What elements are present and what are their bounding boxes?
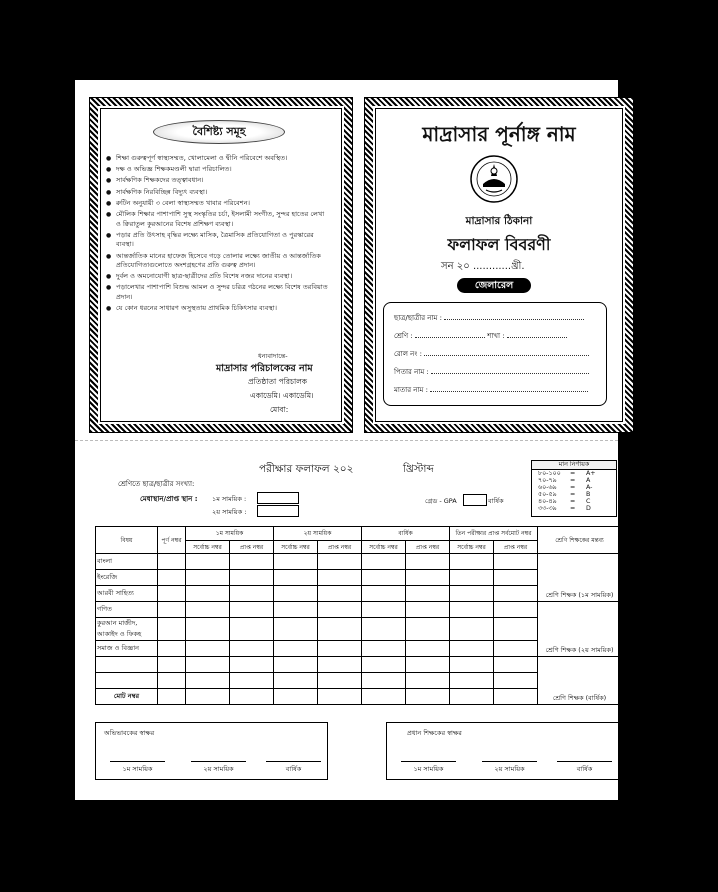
grade-row: ৬০-৬৯ = A- [538, 484, 593, 491]
guardian-sign-term2[interactable]: ২য় সাময়িক [191, 761, 246, 775]
marks-cell[interactable] [494, 586, 538, 602]
marks-cell[interactable] [186, 602, 230, 618]
subject-row [96, 586, 622, 602]
feature-item: ● সার্বক্ষণিক শিক্ষকদের তত্ত্বাবধান। [106, 176, 328, 186]
marks-cell[interactable] [494, 570, 538, 586]
mother-field[interactable]: মাতার নাম : [394, 384, 588, 396]
feature-item: ● আন্তর্জাতিক মানের হাফেজ হিসেবে গড়ে তোলার লক্ষ্যে জাতীয় ও আন্তর্জাতিক প্রতিযোগিতাগুলোতে অংশগ্রহণের প্রতি গুরুত্ব প্রদান। [106, 252, 328, 271]
cover-panel [365, 98, 633, 432]
teacher-comment-cell [538, 570, 622, 586]
marks-cell[interactable] [450, 570, 494, 586]
teacher-comment-header: শ্রেণি শিক্ষকের মন্তব্য [538, 527, 622, 554]
obtained-marks-subheader: প্রাপ্ত নম্বর [318, 541, 362, 554]
subject-name: আরবী সাহিত্য [96, 586, 158, 602]
marks-cell[interactable] [158, 586, 186, 602]
marks-cell[interactable] [274, 554, 318, 570]
total-label: মোট নম্বর [96, 689, 158, 705]
obtained-marks-subheader: প্রাপ্ত নম্বর [230, 541, 274, 554]
highest-marks-subheader: সর্বোচ্চ নম্বর [186, 541, 230, 554]
madrasa-name: মাদ্রাসার পূর্নাঙ্গ নাম [422, 122, 576, 146]
feature-item: ● পড়ার প্রতি উৎসাহ বৃদ্ধির লক্ষ্যে মাসিক, ত্রৈমাসিক প্রতিযোগিতা ও পুরস্কারের ব্যবস্থা। [106, 231, 328, 250]
subject-name: সমাজ ও বিজ্ঞান [96, 641, 158, 657]
marks-cell[interactable] [406, 602, 450, 618]
marks-cell[interactable] [274, 689, 318, 705]
highest-marks-subheader: সর্বোচ্চ নম্বর [450, 541, 494, 554]
marks-cell[interactable] [318, 570, 362, 586]
grade-row: ৩৩-৩৯ = D [538, 505, 591, 512]
founder-title: প্রতিষ্ঠাতা পরিচালক [248, 377, 308, 386]
features-panel [90, 98, 352, 432]
marks-cell[interactable] [318, 657, 362, 673]
subject-row [96, 657, 622, 673]
marks-cell[interactable] [362, 602, 406, 618]
result-sheet-title: ফলাফল বিবরণী [447, 235, 551, 254]
guardian-signature-box [95, 722, 328, 780]
marks-cell[interactable] [406, 618, 450, 641]
features-title: বৈশিষ্ট্য সমূহ [153, 120, 285, 144]
marks-cell[interactable] [274, 586, 318, 602]
term2-position-label: ২য় সাময়িক : [212, 508, 247, 516]
features-list [106, 154, 328, 315]
year-suffix: খ্রী. [511, 261, 525, 272]
feature-item: ● শিক্ষা গুরুত্বপূর্ণ স্বাস্থ্যসম্মত, খোলামেলা ও দ্বীনি পরিবেশে অবস্থিত। [106, 154, 328, 164]
marks-cell[interactable] [230, 689, 274, 705]
marks-cell[interactable] [318, 618, 362, 641]
marks-cell[interactable] [186, 554, 230, 570]
guardian-sign-term1[interactable]: ১ম সাময়িক [110, 761, 165, 775]
marks-cell[interactable] [158, 618, 186, 641]
marks-cell[interactable] [186, 618, 230, 641]
marks-cell[interactable] [406, 673, 450, 689]
marks-cell[interactable] [494, 618, 538, 641]
grade-row: ৪০-৪৯ = C [538, 498, 591, 505]
academy-text: একাডেমি। একাডেমি। [250, 391, 314, 400]
marks-cell[interactable] [362, 641, 406, 657]
mobile-label: মোবা: [270, 405, 289, 414]
marks-cell[interactable] [450, 586, 494, 602]
highest-marks-subheader: সর্বোচ্চ নম্বর [362, 541, 406, 554]
total-row [96, 689, 622, 705]
subject-name: গণিত [96, 602, 158, 618]
annual-gpa-label: বার্ষিক [488, 497, 504, 505]
feature-item: ● যে কোন ধরনের সাধারণ অসুস্থতায় প্রাথমিক চিকিৎসার ব্যবস্থা। [106, 304, 328, 314]
obtained-marks-subheader: প্রাপ্ত নম্বর [494, 541, 538, 554]
gpa-box[interactable] [463, 494, 487, 506]
marks-cell[interactable] [230, 618, 274, 641]
teacher-comment-cell [538, 554, 622, 570]
marks-cell[interactable] [158, 657, 186, 673]
subject-name: কুরআন মাজীদ, আকাইদ ও ফিকহ [96, 618, 158, 641]
teacher-comment-cell [538, 673, 622, 689]
marks-cell[interactable] [406, 570, 450, 586]
marks-cell[interactable] [406, 641, 450, 657]
subject-name [96, 657, 158, 673]
teacher-comment-cell [538, 657, 622, 673]
grading-title: মান নির্ণায়ক [532, 461, 616, 470]
section-label: শাখা : [487, 332, 505, 340]
term2-header: ২য় সাময়িক [274, 527, 362, 541]
marks-cell[interactable] [230, 570, 274, 586]
subject-header: বিষয় [96, 527, 158, 554]
head-sign-term1[interactable]: ১ম সাময়িক [401, 761, 456, 775]
father-field[interactable]: পিতার নাম : [394, 366, 589, 378]
subject-row [96, 673, 622, 689]
term1-position-label: ১ম সাময়িক : [212, 495, 247, 503]
subject-row [96, 618, 622, 641]
marks-cell[interactable] [230, 657, 274, 673]
madrasa-address: মাদ্রাসার ঠিকানা [465, 215, 533, 227]
marks-cell[interactable] [450, 689, 494, 705]
thanks-text: ধন্যবাদান্তে- [258, 352, 288, 360]
district-badge: জেলারেল [457, 278, 531, 293]
teacher-comment-cell [538, 602, 622, 618]
term1-header: ১ম সাময়িক [186, 527, 274, 541]
marks-cell[interactable] [186, 657, 230, 673]
marks-cell[interactable] [362, 618, 406, 641]
marks-cell[interactable] [230, 586, 274, 602]
subject-name [96, 673, 158, 689]
name-field[interactable]: ছাত্র/ছাত্রীর নাম : [394, 312, 584, 324]
marks-cell[interactable] [230, 641, 274, 657]
position-label: মেধাস্থান/প্রাপ্ত স্থান : [140, 495, 198, 503]
term1-position-box[interactable] [257, 492, 299, 504]
marks-cell[interactable] [450, 673, 494, 689]
subject-name: ইংরেজি [96, 570, 158, 586]
grading-scale [531, 460, 617, 517]
marks-cell[interactable] [494, 673, 538, 689]
marks-cell[interactable] [186, 641, 230, 657]
marks-cell[interactable] [362, 673, 406, 689]
grade-row: ৫০-৫৯ = B [538, 491, 591, 498]
full-marks-header: পূর্ণ নম্বর [158, 527, 186, 554]
marks-cell[interactable] [318, 602, 362, 618]
feature-item: ● রুটিন অনুযায়ী ৩ বেলা স্বাস্থ্যসম্মত খাবার পরিবেশন। [106, 199, 328, 209]
marks-cell[interactable] [406, 689, 450, 705]
marks-cell[interactable] [186, 586, 230, 602]
class-field[interactable]: শ্রেণি : শাখা : [394, 330, 567, 342]
grade-row: ৮০-১০০ = A+ [538, 470, 596, 477]
feature-item: ● দক্ষ ও অভিজ্ঞ শিক্ষকমণ্ডলী দ্বারা পরিচালিত। [106, 165, 328, 175]
roll-field[interactable]: রোল নং : [394, 348, 589, 360]
year-blank: ............ [472, 261, 512, 272]
teacher-comment-cell [538, 618, 622, 641]
marks-cell[interactable] [450, 618, 494, 641]
marks-cell[interactable] [494, 657, 538, 673]
marks-cell[interactable] [274, 570, 318, 586]
marks-cell[interactable] [274, 657, 318, 673]
marks-cell[interactable] [494, 641, 538, 657]
marks-cell[interactable] [450, 602, 494, 618]
student-info-box [383, 302, 607, 406]
marks-cell[interactable] [406, 657, 450, 673]
teacher-comment-cell: শ্রেণি শিক্ষক (২য় সাময়িক) [538, 641, 622, 657]
teacher-comment-cell: শ্রেণি শিক্ষক (১ম সাময়িক) [538, 586, 622, 602]
grade-row: ৭০-৭৯ = A [538, 477, 591, 484]
head-signature-box [386, 722, 619, 780]
feature-item: ● পড়ালেখার পাশাপাশি বিশুদ্ধ আমল ও সুন্দর চরিত্র গঠনের লক্ষ্যে বিশেষ তরবিয়াত প্রদান। [106, 283, 328, 302]
marks-cell[interactable] [230, 554, 274, 570]
marks-cell[interactable] [494, 602, 538, 618]
feature-item: ● দুর্বল ও অমনোযোগী ছাত্র-ছাত্রীদের প্রতি বিশেষ নজর দানের ব্যবস্থা। [106, 272, 328, 282]
marks-cell[interactable] [406, 554, 450, 570]
marks-cell[interactable] [362, 570, 406, 586]
marks-cell[interactable] [318, 554, 362, 570]
guardian-sign-annual[interactable]: বার্ষিক [266, 761, 321, 775]
marks-cell[interactable] [274, 673, 318, 689]
marks-cell[interactable] [406, 586, 450, 602]
marks-cell[interactable] [274, 618, 318, 641]
grade-gpa-label: গ্রেড - GPA [425, 497, 457, 505]
marks-table [95, 526, 622, 705]
marks-cell[interactable] [158, 641, 186, 657]
students-count-label: শ্রেণিতে ছাত্র/ছাত্রীর সংখ্যা: [118, 480, 195, 488]
marks-cell[interactable] [274, 641, 318, 657]
exam-title: পরীক্ষার ফলাফল ২০২ [259, 463, 354, 475]
marks-cell[interactable] [158, 602, 186, 618]
marks-cell[interactable] [318, 641, 362, 657]
subject-name: বাংলা [96, 554, 158, 570]
marks-cell[interactable] [230, 673, 274, 689]
guardian-signature-title: অভিভাবকের স্বাক্ষর [104, 729, 155, 737]
marks-cell[interactable] [158, 673, 186, 689]
obtained-marks-subheader: প্রাপ্ত নম্বর [406, 541, 450, 554]
marks-cell[interactable] [450, 641, 494, 657]
marks-cell[interactable] [186, 689, 230, 705]
marks-cell[interactable] [158, 689, 186, 705]
year-line [441, 259, 525, 276]
head-sign-annual[interactable]: বার্ষিক [557, 761, 612, 775]
teacher-comment-cell: শ্রেণি শিক্ষক (বার্ষিক) [538, 689, 622, 705]
marks-cell[interactable] [494, 689, 538, 705]
feature-item: ● সার্বক্ষণিক নিরবিচ্ছিন্ন বিদ্যুৎ ব্যবস্থা। [106, 188, 328, 198]
marks-cell[interactable] [318, 689, 362, 705]
marks-cell[interactable] [318, 673, 362, 689]
head-sign-term2[interactable]: ২য় সাময়িক [482, 761, 537, 775]
marks-cell[interactable] [362, 554, 406, 570]
year-prefix: সন ২০ [441, 261, 470, 272]
subject-row [96, 554, 622, 570]
marks-cell[interactable] [450, 554, 494, 570]
marks-cell[interactable] [362, 657, 406, 673]
madrasa-logo-icon [469, 154, 519, 204]
subject-row [96, 641, 622, 657]
marks-cell[interactable] [158, 554, 186, 570]
marks-cell[interactable] [494, 554, 538, 570]
combined-header: তিন পরীক্ষার প্রাপ্ত সর্বমোট নম্বর [450, 527, 538, 541]
marks-cell[interactable] [158, 570, 186, 586]
fold-line [75, 440, 618, 441]
feature-item: ● মৌলিক শিক্ষার পাশাপাশি সুস্থ সংস্কৃতির চর্চা, ইসলামী সংগীত, সুন্দর হাতের লেখা ও ক্বিরাতুল কুরআনের বিশেষ প্রশিক্ষণ ব্যবস্থা। [106, 210, 328, 229]
marks-cell[interactable] [362, 689, 406, 705]
subject-row [96, 602, 622, 618]
marks-cell[interactable] [318, 586, 362, 602]
marks-cell[interactable] [274, 602, 318, 618]
marks-cell[interactable] [186, 570, 230, 586]
exam-year-suffix: খ্রিস্টাব্দ [403, 463, 434, 475]
annual-header: বার্ষিক [362, 527, 450, 541]
subject-row [96, 570, 622, 586]
head-signature-title: প্রধান শিক্ষকের স্বাক্ষর [407, 729, 462, 737]
marks-cell[interactable] [450, 657, 494, 673]
highest-marks-subheader: সর্বোচ্চ নম্বর [274, 541, 318, 554]
principal-name: মাদ্রাসার পরিচালকের নাম [216, 363, 313, 374]
marks-cell[interactable] [186, 673, 230, 689]
term2-position-box[interactable] [257, 505, 299, 517]
marks-cell[interactable] [362, 586, 406, 602]
marks-cell[interactable] [230, 602, 274, 618]
